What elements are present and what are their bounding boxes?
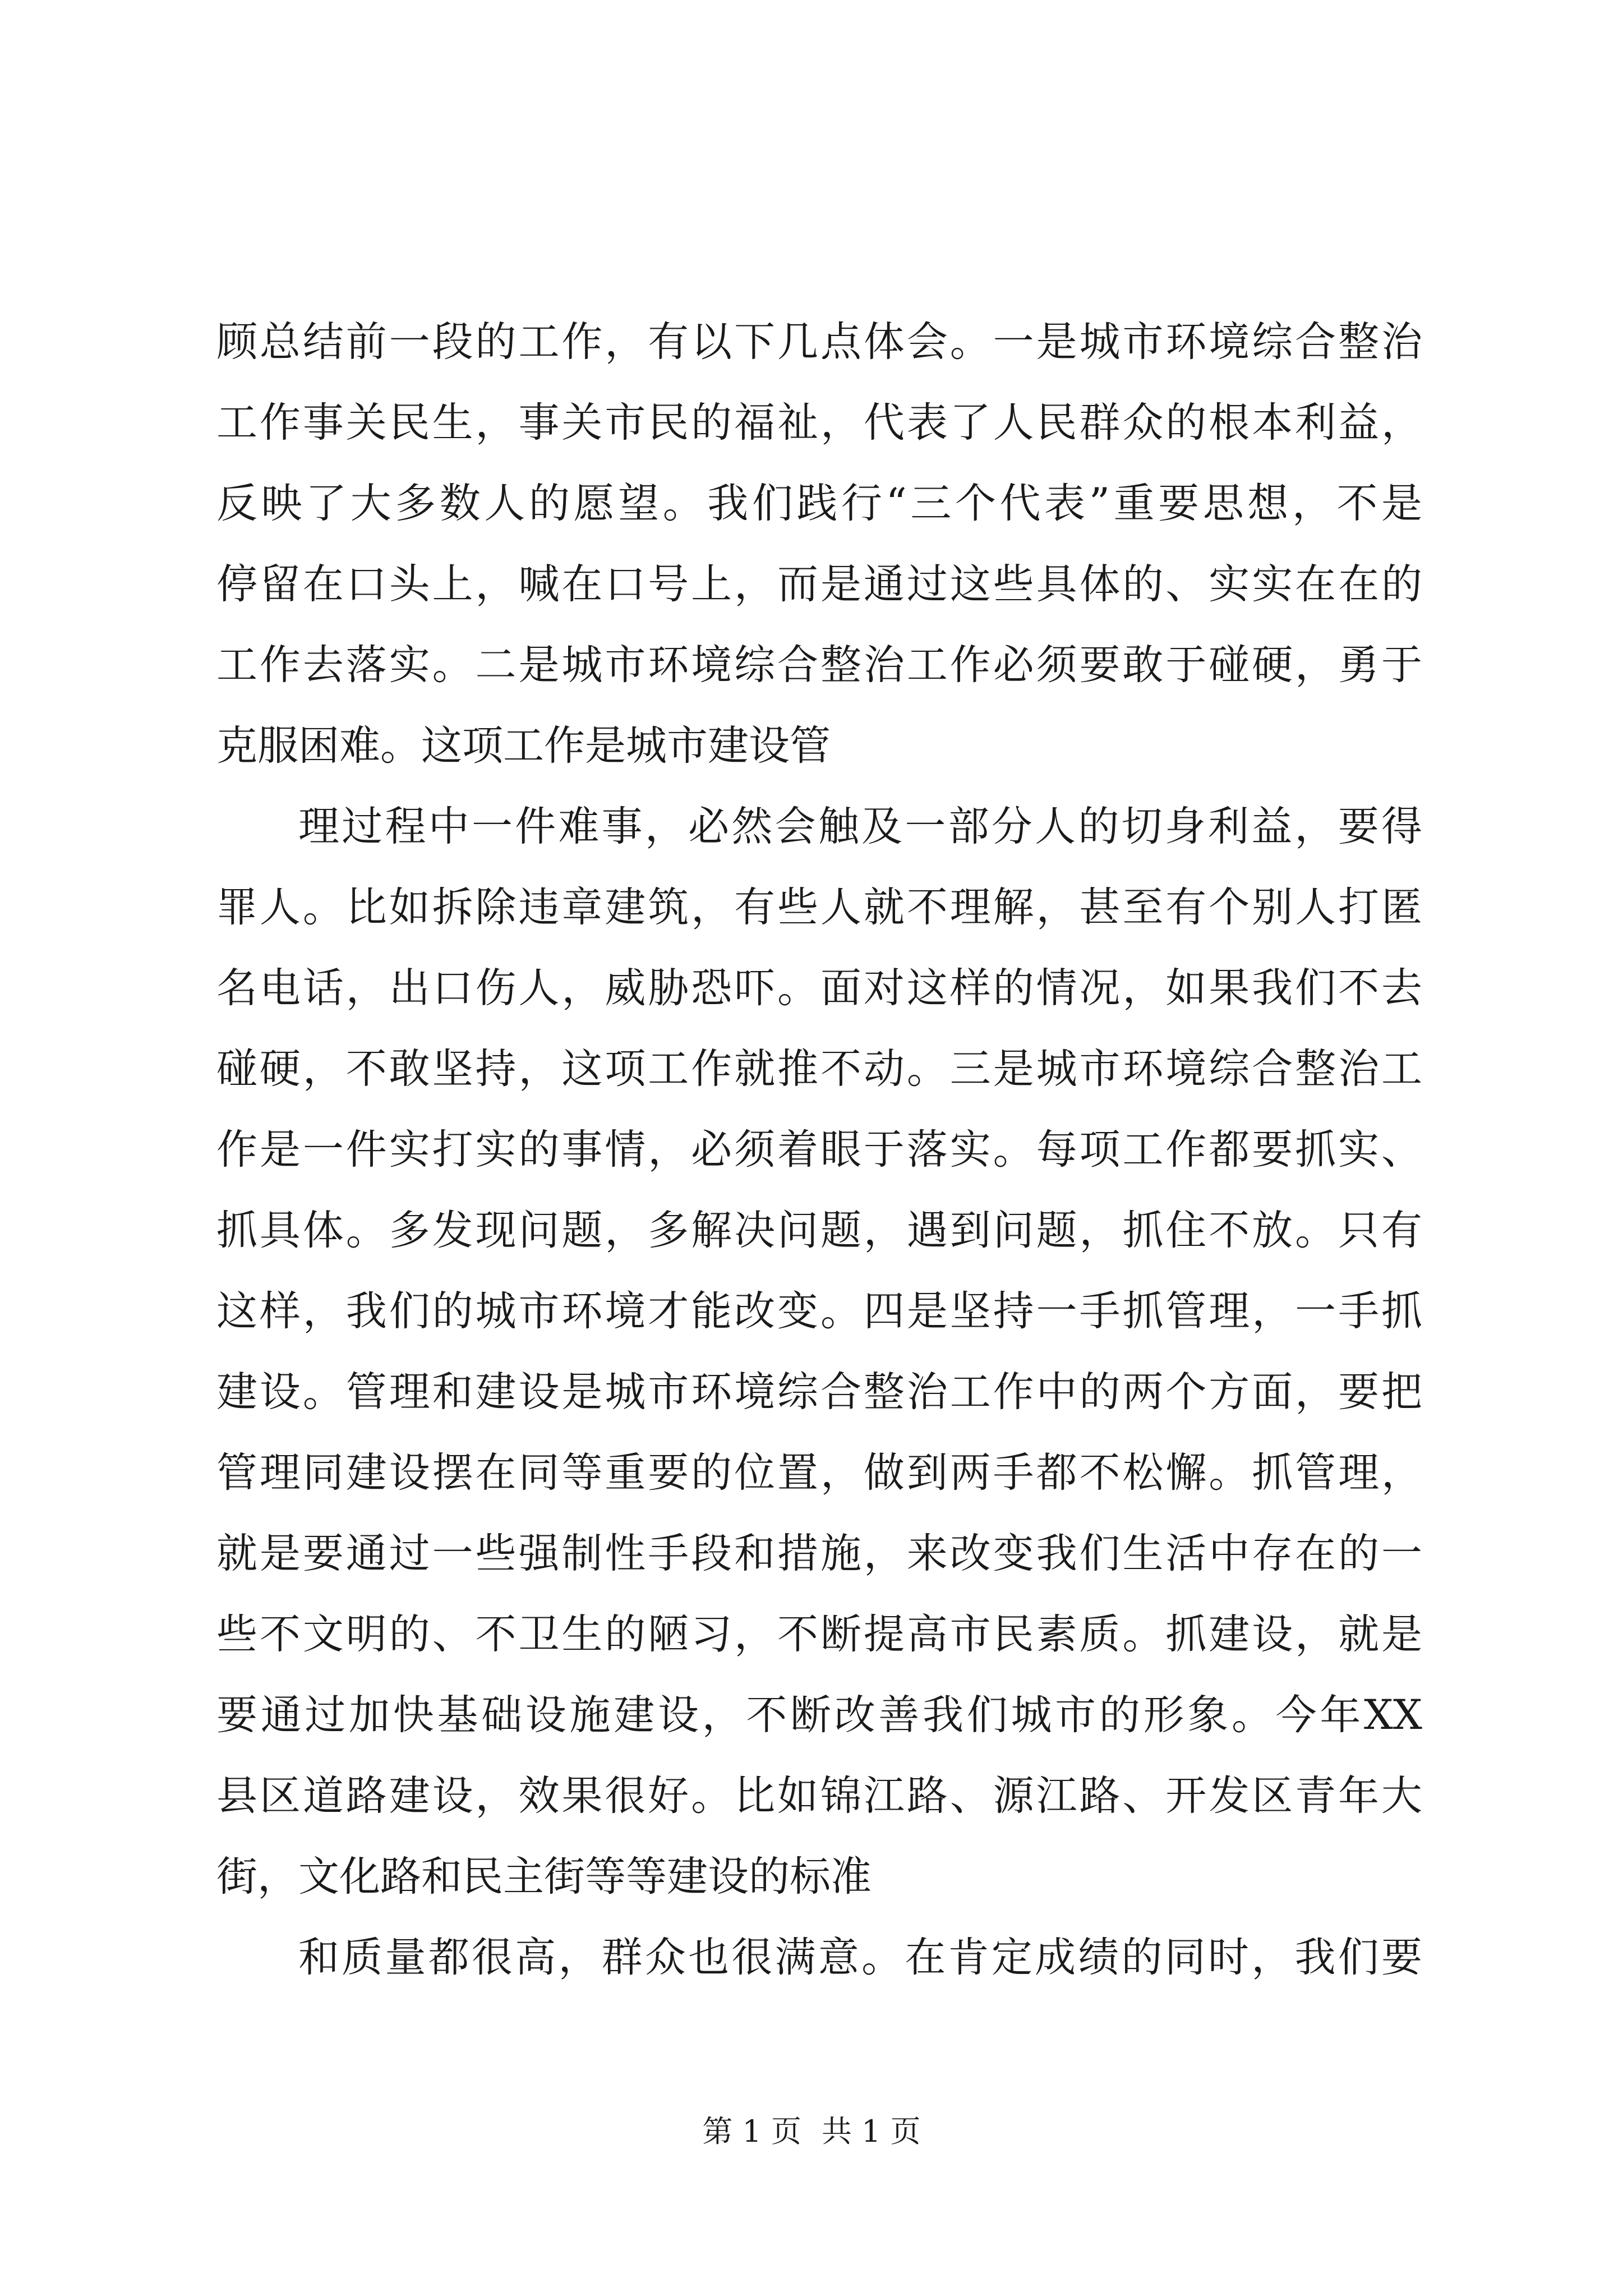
page-total: 共 1 页 bbox=[822, 2114, 921, 2149]
text-line-21: 和质量都很高，群众也很满意。在肯定成绩的同时，我们要 bbox=[298, 1934, 1422, 1981]
text-line-12: 抓具体。多发现问题，多解决问题，遇到问题，抓住不放。只有 bbox=[216, 1207, 1422, 1254]
text-line-1: 顾总结前一段的工作，有以下几点体会。一是城市环境综合整治 bbox=[216, 318, 1422, 366]
text-line-8: 罪人。比如拆除违章建筑，有些人就不理解，甚至有个别人打匿 bbox=[216, 884, 1422, 931]
text-line-19: 县区道路建设，效果很好。比如锦江路、源江路、开发区青年大 bbox=[216, 1772, 1422, 1820]
text-line-9: 名电话，出口伤人，威胁恐吓。面对这样的情况，如果我们不去 bbox=[216, 964, 1422, 1012]
text-line-10: 碰硬，不敢坚持，这项工作就推不动。三是城市环境综合整治工 bbox=[216, 1045, 1422, 1093]
text-line-2: 工作事关民生，事关市民的福祉，代表了人民群众的根本利益， bbox=[216, 399, 1422, 447]
page-number: 第 1 页 bbox=[702, 2114, 801, 2149]
text-line-6: 克服困难。这项工作是城市建设管 bbox=[216, 722, 831, 770]
page-footer bbox=[0, 2109, 1623, 2154]
text-line-7: 理过程中一件难事，必然会触及一部分人的切身利益，要得 bbox=[298, 803, 1422, 850]
text-line-15: 管理同建设摆在同等重要的位置，做到两手都不松懈。抓管理， bbox=[216, 1449, 1422, 1497]
text-line-3: 反映了大多数人的愿望。我们践行“三个代表”重要思想，不是 bbox=[216, 480, 1422, 527]
text-line-18: 要通过加快基础设施建设，不断改善我们城市的形象。今年XX bbox=[216, 1691, 1422, 1739]
text-line-20: 街，文化路和民主街等等建设的标准 bbox=[216, 1853, 872, 1901]
text-line-5: 工作去落实。二是城市环境综合整治工作必须要敢于碰硬，勇于 bbox=[216, 641, 1422, 689]
text-line-14: 建设。管理和建设是城市环境综合整治工作中的两个方面，要把 bbox=[216, 1368, 1422, 1416]
text-line-4: 停留在口头上，喊在口号上，而是通过这些具体的、实实在在的 bbox=[216, 560, 1422, 608]
text-line-11: 作是一件实打实的事情，必须着眼于落实。每项工作都要抓实、 bbox=[216, 1126, 1422, 1174]
text-line-17: 些不文明的、不卫生的陋习，不断提高市民素质。抓建设，就是 bbox=[216, 1611, 1422, 1658]
text-line-16: 就是要通过一些强制性手段和措施，来改变我们生活中存在的一 bbox=[216, 1530, 1422, 1577]
text-line-13: 这样，我们的城市环境才能改变。四是坚持一手抓管理，一手抓 bbox=[216, 1287, 1422, 1335]
